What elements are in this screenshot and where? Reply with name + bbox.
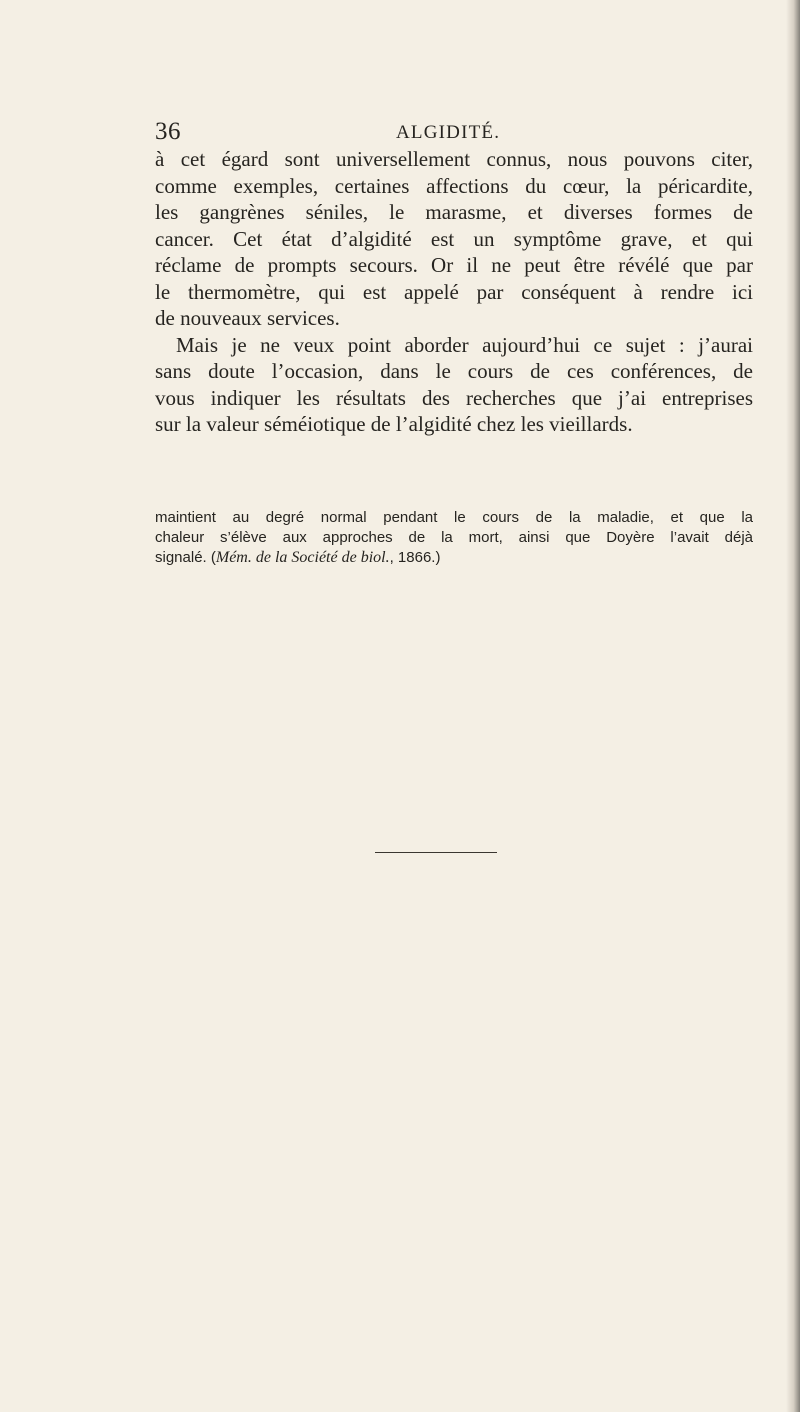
footnote — [155, 508, 753, 568]
body-line: Mais je ne veux point aborder aujourd’hui ce sujet : j’aurai — [176, 332, 753, 357]
body-line: de nouveaux services. — [155, 306, 340, 330]
footnote-citation: Mém. de la Société de biol. — [215, 549, 390, 566]
page-edge-shadow — [786, 0, 800, 1412]
body-line: le thermomètre, qui est appelé par conséquent à rendre ici — [155, 279, 753, 304]
footnote-prefix: signalé. ( — [155, 549, 216, 566]
running-head — [0, 118, 800, 148]
body-line: sur la valeur séméiotique de l’algidité chez les vieillards. — [155, 412, 633, 436]
body-line: cancer. Cet état d’algidité est un symptôme grave, et qui — [155, 226, 753, 251]
body-text — [155, 146, 753, 438]
body-line: sans doute l’occasion, dans le cours de ces conférences, de — [155, 359, 753, 383]
footnote-suffix: , 1866.) — [389, 549, 441, 566]
body-line: réclame de prompts secours. Or il ne peut être révélé que par — [155, 253, 753, 277]
body-line: vous indiquer les résultats des recherches que j’ai entreprises — [155, 385, 753, 410]
body-line: à cet égard sont universellement connus, nous pouvons citer, — [155, 147, 753, 171]
body-line: les gangrènes séniles, le marasme, et diverses formes de — [155, 200, 753, 224]
body-line: comme exemples, certaines affections du cœur, la péricardite, — [155, 173, 753, 198]
running-title: ALGIDITÉ. — [396, 122, 501, 143]
end-rule — [375, 852, 497, 853]
page-number: 36 — [155, 118, 181, 145]
footnote-line: maintient au degré normal pendant le cours de la maladie, et que la — [155, 509, 753, 526]
footnote-line — [155, 548, 753, 568]
footnote-line: chaleur s’élève aux approches de la mort, ainsi que Doyère l’avait déjà — [155, 529, 753, 546]
